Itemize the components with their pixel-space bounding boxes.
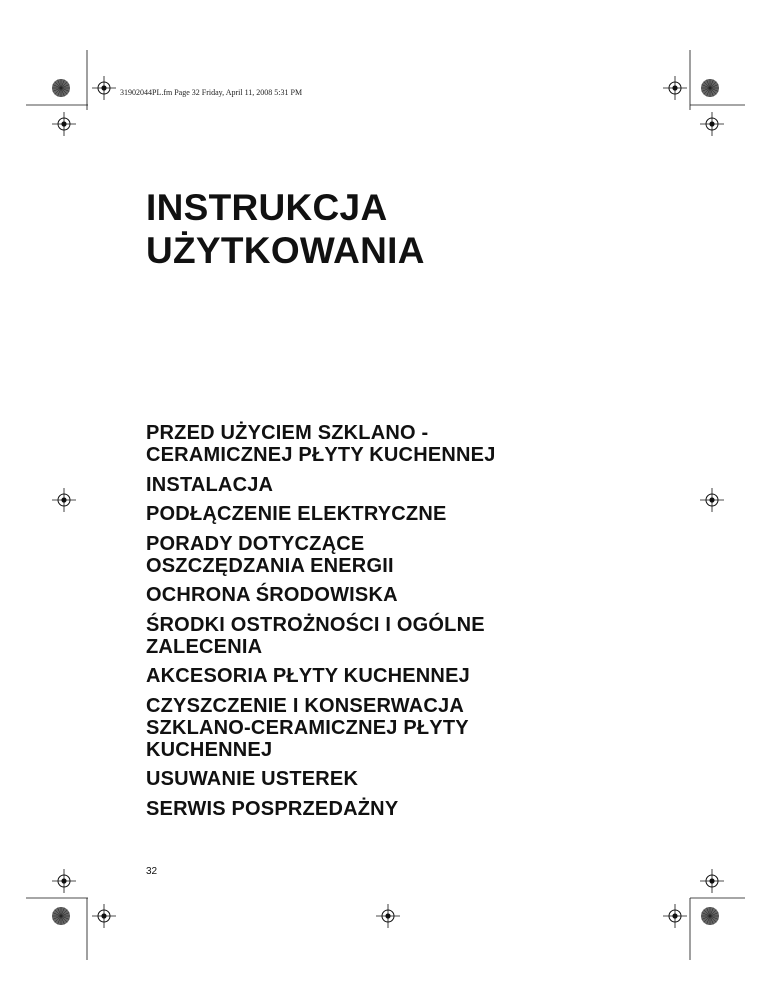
toc-item-line: ZALECENIA [146,635,263,658]
registration-mark-bottom-left [26,869,116,960]
toc-item-line: ŚRODKI OSTROŻNOŚCI I OGÓLNE [146,613,485,636]
toc-item-line: KUCHENNEJ [146,738,273,761]
toc-item-line: PRZED UŻYCIEM SZKLANO - [146,422,429,444]
toc-item-accessories [146,665,496,687]
toc-item-before-use [146,422,496,466]
toc-item-line: OSZCZĘDZANIA ENERGII [146,554,394,577]
toc-item-environment [146,584,496,606]
toc-item-energy-saving [146,533,496,577]
table-of-contents [146,422,496,827]
toc-item-line: PODŁĄCZENIE ELEKTRYCZNE [146,503,447,525]
registration-mark-top-left [26,50,116,136]
toc-item-line: AKCESORIA PŁYTY KUCHENNEJ [146,665,470,687]
toc-item-line: SERWIS POSPRZEDAŻNY [146,797,399,820]
toc-item-cleaning [146,695,496,761]
toc-item-line: SZKLANO-CERAMICZNEJ PŁYTY [146,716,469,739]
toc-item-electrical-connection [146,503,496,525]
page-title [146,186,425,272]
page-title-line: UŻYTKOWANIA [146,230,425,271]
toc-item-line: USUWANIE USTEREK [146,768,359,790]
registration-mark-left-middle [52,488,76,512]
registration-mark-right-middle [700,488,724,512]
toc-item-line: PORADY DOTYCZĄCE [146,532,365,555]
toc-item-after-sales-service [146,798,496,820]
page-number: 32 [146,866,158,877]
registration-mark-bottom-center [376,904,400,928]
toc-item-line: CZYSZCZENIE I KONSERWACJA [146,694,464,717]
toc-item-line: OCHRONA ŚRODOWISKA [146,584,398,606]
registration-mark-top-right [663,50,745,136]
toc-item-installation [146,474,496,496]
file-header-line: 31902044PL.fm Page 32 Friday, April 11, 2008 5:31 PM [120,88,303,97]
registration-mark-bottom-right [663,869,745,960]
toc-item-precautions [146,614,496,658]
toc-item-line: CERAMICZNEJ PŁYTY KUCHENNEJ [146,444,496,466]
page-title-line: INSTRUKCJA [146,187,388,228]
toc-item-troubleshooting [146,768,496,790]
toc-item-line: INSTALACJA [146,473,274,496]
